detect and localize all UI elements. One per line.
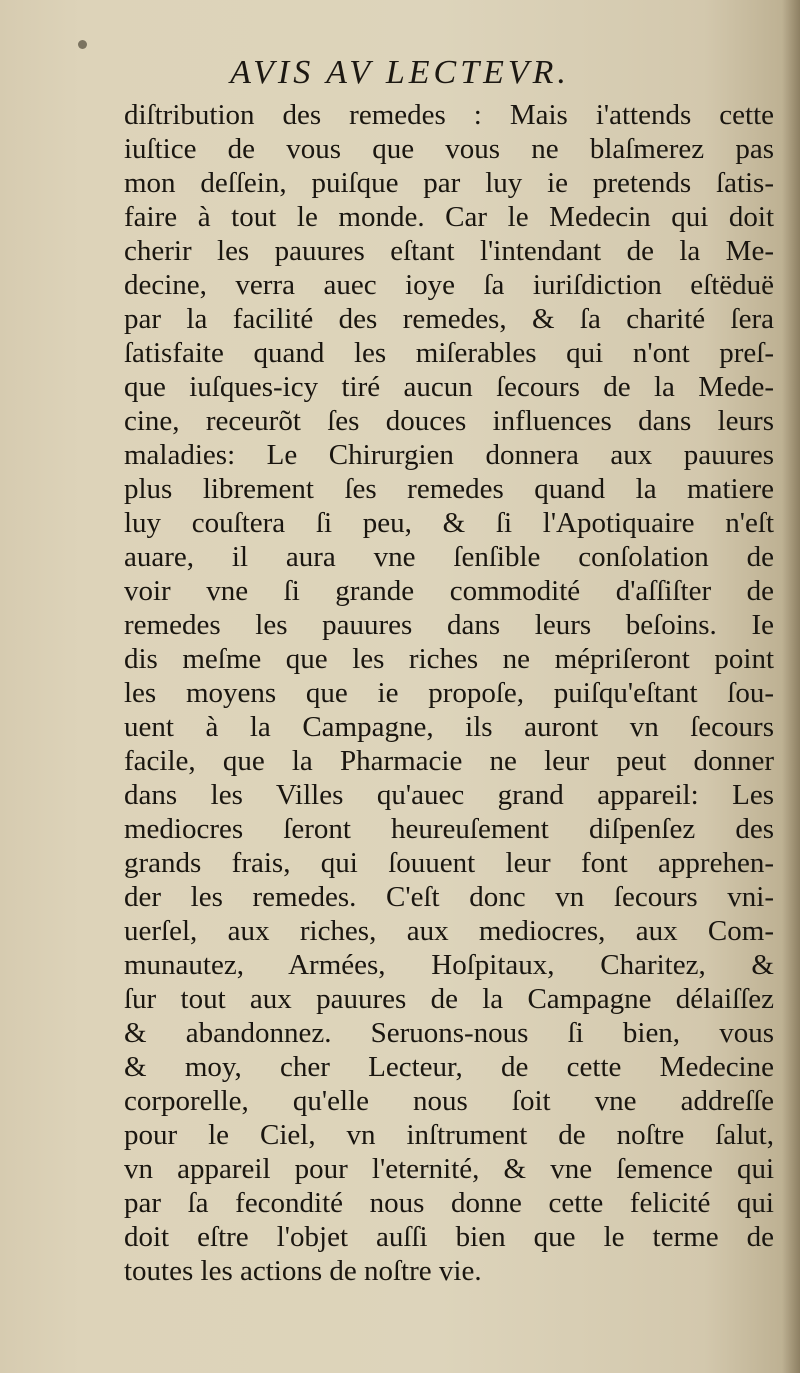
text-line: dis meſme que les riches ne mépriſeront point: [124, 643, 774, 675]
text-line: cherir les pauures eſtant l'intendant de la Me-: [124, 235, 774, 267]
text-line: mon deſſein, puiſque par luy ie pretends ſatis-: [124, 167, 774, 199]
text-line-last: toutes les actions de noſtre vie.: [124, 1255, 482, 1287]
ink-spot: [78, 40, 87, 49]
text-line: maladies: Le Chirurgien donnera aux pauures: [124, 439, 774, 471]
page-edge-shadow: [782, 0, 800, 1373]
text-line: uent à la Campagne, ils auront vn ſecours: [124, 711, 774, 743]
page-text: [124, 98, 774, 1288]
running-header: AVIS AV LECTEVR.: [230, 54, 570, 91]
text-line: & abandonnez. Seruons-nous ſi bien, vous: [124, 1017, 774, 1049]
text-line: & moy, cher Lecteur, de cette Medecine: [124, 1051, 774, 1083]
text-line: facile, que la Pharmacie ne leur peut donner: [124, 745, 774, 777]
text-line: uerſel, aux riches, aux mediocres, aux Com-: [124, 915, 774, 947]
text-line: corporelle, qu'elle nous ſoit vne addreſſe: [124, 1085, 774, 1117]
text-line: par ſa fecondité nous donne cette felicité qui: [124, 1187, 774, 1219]
text-line: der les remedes. C'eſt donc vn ſecours vni-: [124, 881, 774, 913]
text-line: ſatisfaite quand les miſerables qui n'ont preſ-: [124, 337, 774, 369]
text-line: faire à tout le monde. Car le Medecin qui doit: [124, 201, 774, 233]
text-line: plus librement ſes remedes quand la matiere: [124, 473, 774, 505]
text-line: decine, verra auec ioye ſa iuriſdiction eſtëduë: [124, 269, 774, 301]
text-line: remedes les pauures dans leurs beſoins. Ie: [124, 609, 774, 641]
text-line: par la facilité des remedes, & ſa charité ſera: [124, 303, 774, 335]
text-line: ſur tout aux pauures de la Campagne délaiſſez: [124, 983, 774, 1015]
text-line: pour le Ciel, vn inſtrument de noſtre ſalut,: [124, 1119, 774, 1151]
text-line: vn appareil pour l'eternité, & vne ſemence qui: [124, 1153, 774, 1185]
text-line: voir vne ſi grande commodité d'aſſiſter de: [124, 575, 774, 607]
text-line: doit eſtre l'objet auſſi bien que le terme de: [124, 1221, 774, 1253]
text-line: cine, receurõt ſes douces influences dans leurs: [124, 405, 774, 437]
text-line: mediocres ſeront heureuſement diſpenſez des: [124, 813, 774, 845]
text-line: munautez, Armées, Hoſpitaux, Charitez, &: [124, 949, 774, 981]
text-line: grands frais, qui ſouuent leur font apprehen-: [124, 847, 774, 879]
text-line: que iuſques-icy tiré aucun ſecours de la Mede-: [124, 371, 774, 403]
text-line: auare, il aura vne ſenſible conſolation de: [124, 541, 774, 573]
text-line: iuſtice de vous que vous ne blaſmerez pas: [124, 133, 774, 165]
text-line: diſtribution des remedes : Mais i'attends cette: [124, 99, 774, 131]
text-line: dans les Villes qu'auec grand appareil: Les: [124, 779, 774, 811]
text-line: les moyens que ie propoſe, puiſqu'eſtant ſou-: [124, 677, 774, 709]
text-line: luy couſtera ſi peu, & ſi l'Apotiquaire n'eſt: [124, 507, 774, 539]
